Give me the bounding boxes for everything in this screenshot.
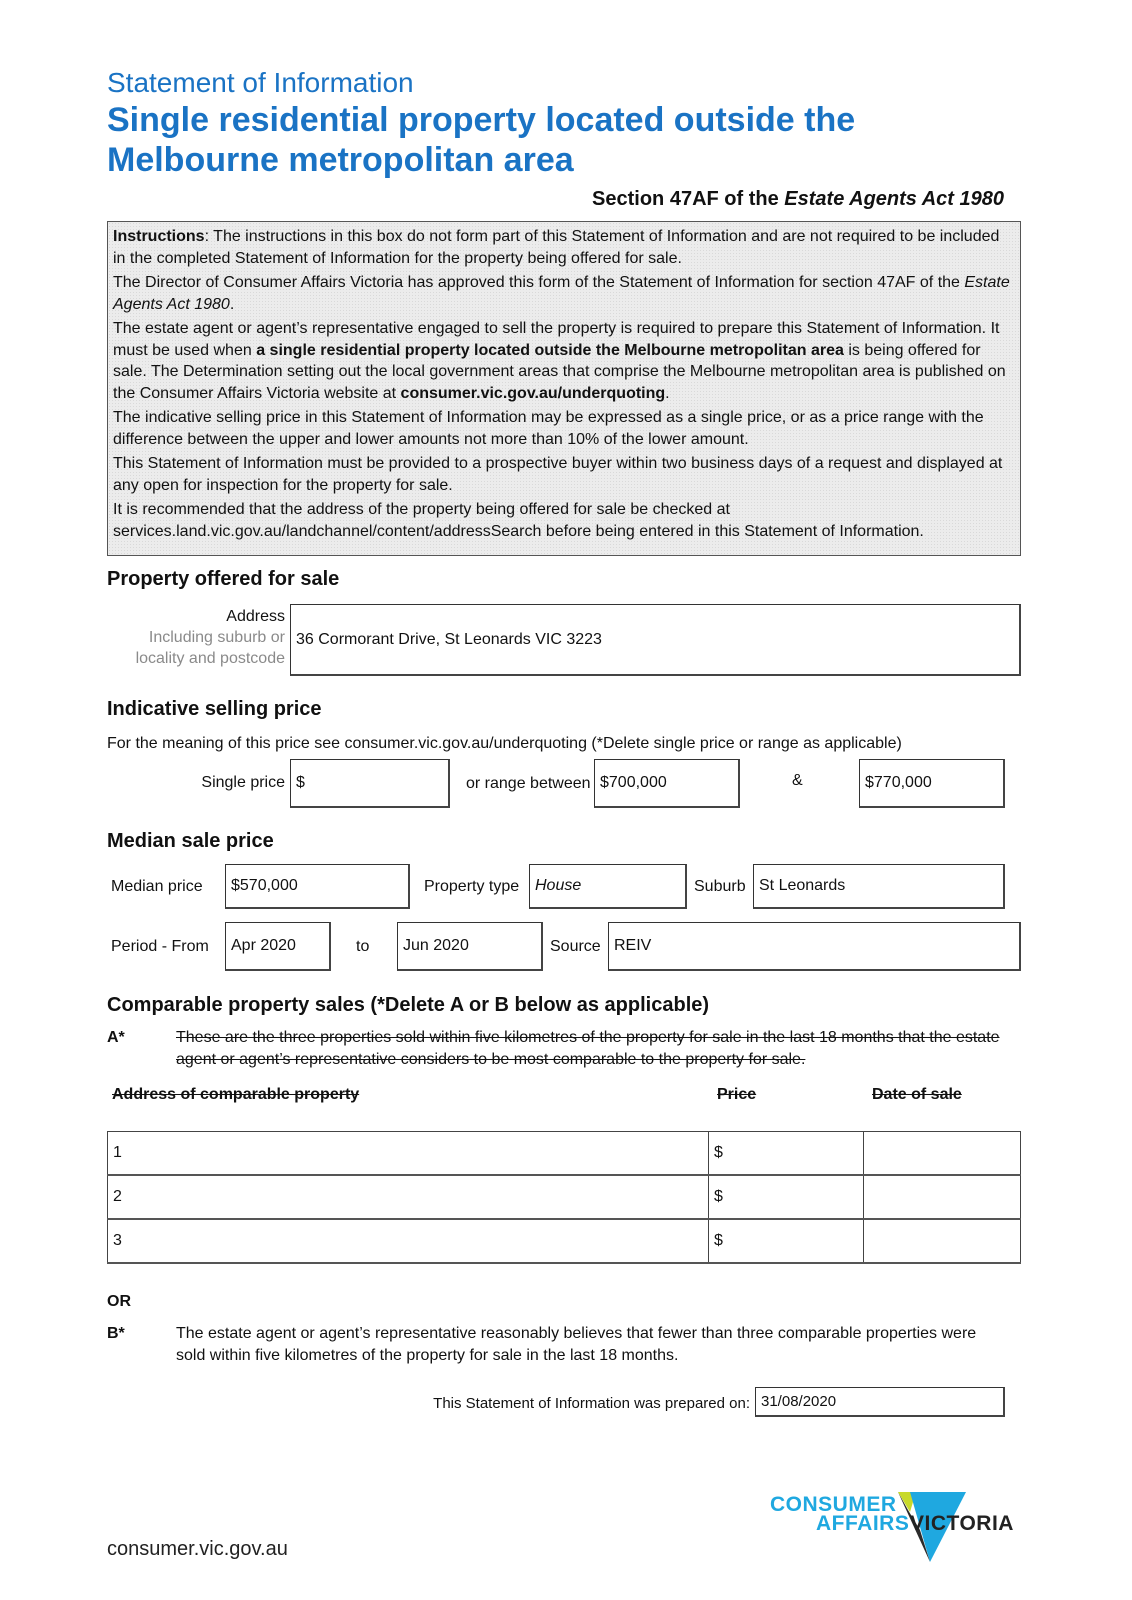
section-prefix: Section 47AF of the — [592, 188, 785, 210]
range-high-field[interactable]: $770,000 — [859, 759, 1005, 808]
col-price-header: Price — [717, 1086, 757, 1103]
prepared-on-field[interactable]: 31/08/2020 — [755, 1387, 1005, 1417]
underquoting-link[interactable]: consumer.vic.gov.au/underquoting — [400, 384, 666, 402]
instructions-p5: This Statement of Information must be provided to a prospective buyer within two business days of a request and displayed at any open for inspection for the property for sale. — [113, 455, 1003, 494]
suburb-label: Suburb — [694, 878, 746, 895]
address-label: Address — [226, 608, 285, 625]
instructions-p3-bold: a single residential property located outside the Melbourne metropolitan area — [256, 341, 844, 359]
comparable-heading: Comparable property sales (*Delete A or B below as applicable) — [107, 994, 710, 1016]
period-to-label: to — [356, 938, 370, 955]
address-hint-2: locality and postcode — [135, 650, 285, 667]
comparable-date-cell[interactable] — [864, 1132, 1021, 1176]
instructions-p3-end: . — [665, 384, 670, 402]
range-low-field[interactable]: $700,000 — [594, 759, 740, 808]
comparable-date-cell[interactable] — [864, 1175, 1021, 1219]
instructions-p2-end: . — [229, 295, 235, 313]
option-b-marker: B* — [107, 1325, 125, 1342]
instructions-p3 — [113, 318, 1015, 404]
instructions-p4: The indicative selling price in this Statement of Information may be expressed as a single price, or as a price range with the difference between the upper and lower amounts not more than 10% of the lower amount. — [113, 409, 984, 448]
instructions-p6: It is recommended that the address of the property being offered for sale be checked at services.land.vic.gov.au/landchannel/content/addressSearch before being entered in this Statement of Information. — [113, 501, 924, 540]
or-label: OR — [107, 1293, 131, 1310]
single-price-field[interactable]: $ — [290, 759, 450, 808]
instructions-label: Instructions — [113, 228, 205, 245]
comparable-address-cell[interactable]: 1 — [108, 1132, 709, 1176]
logo-victoria-text: VICTORIA — [910, 1512, 1014, 1535]
address-hint-1: Including suburb or — [148, 629, 285, 646]
document-subtitle: Statement of Information — [107, 67, 414, 98]
option-a-text: These are the three properties sold within five kilometres of the property for sale in the last 18 months that the estate agent or agent’s representative considers to be most comparable to the property for sale. — [176, 1029, 1000, 1068]
title-line-2: Melbourne metropolitan area — [107, 141, 574, 179]
period-to-field[interactable]: Jun 2020 — [397, 922, 543, 971]
period-from-label: Period - From — [111, 938, 209, 955]
source-label: Source — [550, 938, 601, 955]
comparable-address-cell[interactable]: 2 — [108, 1175, 709, 1219]
source-field[interactable]: REIV — [608, 922, 1021, 971]
col-address-header: Address of comparable property — [112, 1086, 360, 1103]
instructions-p2-text: The Director of Consumer Affairs Victoria has approved this form of the Statement of Information for section 47AF of the — [113, 274, 965, 291]
option-b-text: The estate agent or agent’s representative reasonably believes that fewer than three comparable properties were sold within five kilometres of the property for sale in the last 18 months. — [176, 1325, 977, 1364]
property-type-label: Property type — [424, 878, 520, 895]
indicative-heading: Indicative selling price — [107, 698, 322, 720]
range-separator: & — [792, 772, 803, 789]
instructions-p1-text: : The instructions in this box do not form part of this Statement of Information and are not required to be included in the completed Statement of Information for the property being offered for sale. — [113, 228, 1000, 267]
table-row — [108, 1219, 1021, 1263]
comparable-price-cell[interactable]: $ — [709, 1132, 864, 1176]
prepared-on-label: This Statement of Information was prepared on: — [433, 1395, 750, 1412]
section-reference — [592, 188, 1004, 211]
median-price-field[interactable]: $570,000 — [225, 864, 410, 909]
instructions-p2-act: Estate Agents Act 1980 — [113, 274, 1010, 313]
col-date-header: Date of sale — [872, 1086, 962, 1103]
logo-affairs-text: AFFAIRS — [816, 1512, 910, 1535]
single-price-label: Single price — [201, 774, 285, 791]
comparable-price-cell[interactable]: $ — [709, 1219, 864, 1263]
median-price-label: Median price — [111, 878, 203, 895]
title-line-1: Single residential property located outside the — [107, 101, 856, 139]
comparable-date-cell[interactable] — [864, 1219, 1021, 1263]
property-heading: Property offered for sale — [107, 568, 340, 590]
comparable-table — [107, 1131, 1021, 1264]
range-label: or range between — [466, 775, 591, 792]
comparable-price-cell[interactable]: $ — [709, 1175, 864, 1219]
period-from-field[interactable]: Apr 2020 — [225, 922, 331, 971]
instructions-p3-mid: is being offered for sale. The Determination setting out the local government areas that comprise the Melbourne metropolitan area is published on the Consumer Affairs Victoria website at — [113, 341, 1006, 402]
suburb-field[interactable]: St Leonards — [753, 864, 1005, 909]
instructions-box — [107, 221, 1021, 556]
footer-url[interactable]: consumer.vic.gov.au — [107, 1538, 288, 1560]
logo-consumer-text: CONSUMER — [770, 1493, 897, 1516]
median-heading: Median sale price — [107, 830, 274, 852]
consumer-affairs-victoria-logo — [770, 1490, 1025, 1560]
option-a-marker: A* — [107, 1029, 125, 1046]
section-act: Estate Agents Act 1980 — [784, 188, 1004, 210]
address-field[interactable]: 36 Cormorant Drive, St Leonards VIC 3223 — [290, 604, 1021, 676]
instructions-p3-start: The estate agent or agent’s representative engaged to sell the property is required to prepare this Statement of Information. It must be used when — [113, 320, 1000, 359]
address-label-group — [110, 606, 285, 669]
indicative-note: For the meaning of this price see consumer.vic.gov.au/underquoting (*Delete single price or range as applicable) — [107, 735, 902, 752]
table-row — [108, 1175, 1021, 1219]
instructions-p2 — [113, 272, 1015, 315]
instructions-p1 — [113, 226, 1015, 269]
comparable-address-cell[interactable]: 3 — [108, 1219, 709, 1263]
document-title — [107, 100, 855, 180]
table-row — [108, 1132, 1021, 1176]
property-type-field[interactable]: House — [529, 864, 687, 909]
